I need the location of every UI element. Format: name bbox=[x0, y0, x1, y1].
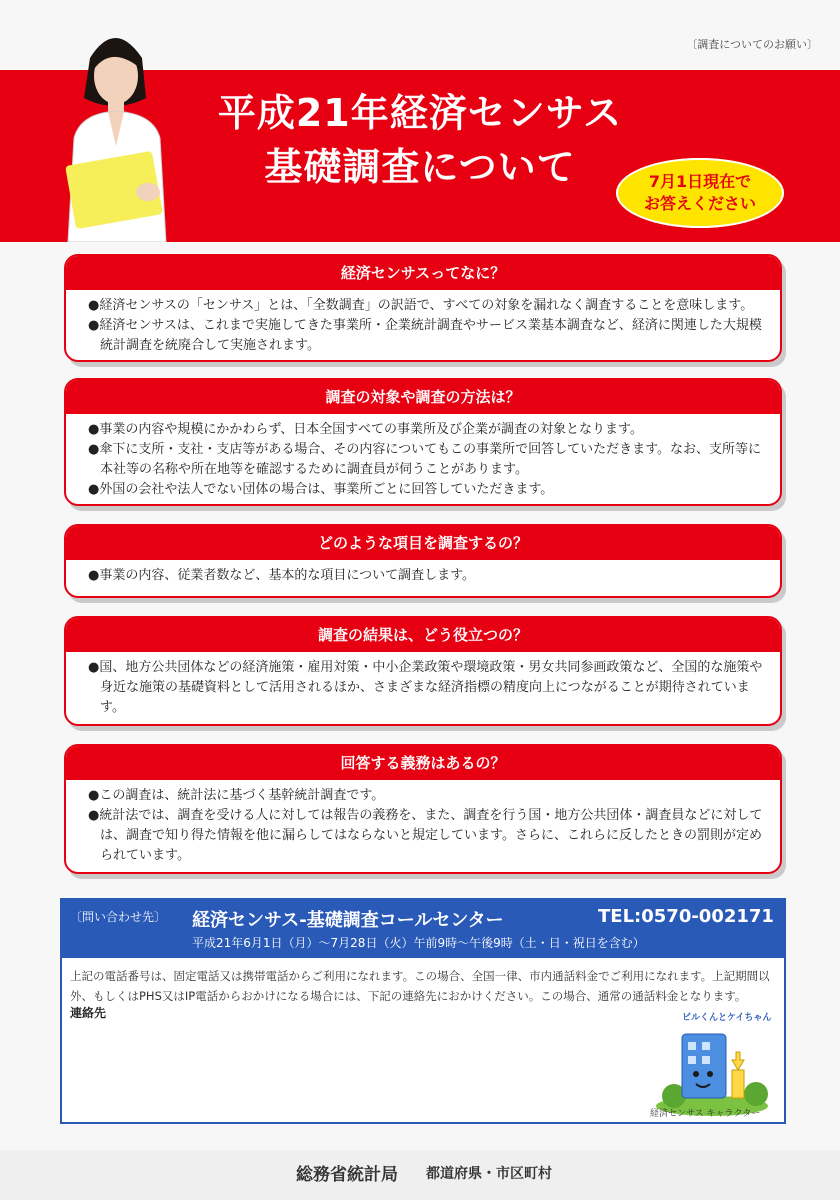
badge-line-1: 7月1日現在で bbox=[648, 172, 752, 191]
mascot-caption: 経済センサス キャラクター bbox=[650, 1109, 761, 1119]
service-hours: 平成21年6月1日（月）〜7月28日（火）午前9時〜午後9時（土・日・祝日を含む） bbox=[192, 936, 645, 950]
section-heading: 調査の対象や調査の方法は？ bbox=[66, 380, 780, 414]
section-heading: 回答する義務はあるの？ bbox=[66, 746, 780, 780]
phone-number[interactable]: TEL:0570-002171 bbox=[598, 906, 774, 927]
contact-destination-label: 連絡先 bbox=[70, 1006, 107, 1020]
contact-note: 上記の電話番号は、固定電話又は携帯電話からご利用になれます。この場合、全国一律、市内通話料金でご利用になれます。上記期間以外、もしくはPHS又はIP電話からおかけになる場合には、下記の連絡先におかけください。この場合、通常の通話料金となります。 bbox=[70, 969, 770, 1003]
section-item: ●傘下に支所・支社・支店等がある場合、その内容についてもこの事業所で回答していただきます。なお、支所等に本社等の名称や所在地等を確認するために調査員が伺うことがあります。 bbox=[88, 442, 762, 477]
contact-box bbox=[60, 898, 786, 1124]
footer-local-governments: 都道府県・市区町村 bbox=[426, 1166, 552, 1182]
contact-header bbox=[62, 900, 784, 958]
contact-label: 〔問い合わせ先〕 bbox=[70, 910, 167, 924]
section-item: ●事業の内容、従業者数など、基本的な項目について調査します。 bbox=[88, 568, 476, 583]
footer-organization: 総務省統計局 bbox=[296, 1165, 398, 1185]
footer-bar bbox=[0, 1150, 840, 1200]
date-badge bbox=[616, 158, 784, 228]
section-target-and-method bbox=[64, 378, 782, 506]
section-what-is-census bbox=[64, 254, 782, 362]
title-line-2: 基礎調査について bbox=[264, 145, 576, 189]
section-heading: どのような項目を調査するの？ bbox=[66, 526, 780, 560]
section-item: ●事業の内容や規模にかかわらず、日本全国すべての事業所及び企業が調査の対象となります。 bbox=[88, 422, 644, 437]
section-item: ●外国の会社や法人でない団体の場合は、事業所ごとに回答していただきます。 bbox=[88, 482, 554, 497]
section-item: ●経済センサスは、これまで実施してきた事業所・企業統計調査やサービス業基本調査など、経済に関連した大規模統計調査を統廃合して実施されます。 bbox=[88, 318, 762, 353]
section-heading: 調査の結果は、どう役立つの？ bbox=[66, 618, 780, 652]
mascot-title: ビルくんとケイちゃん bbox=[682, 1013, 772, 1023]
page-title bbox=[160, 86, 680, 194]
call-center-name: 経済センサス‐基礎調査コールセンター bbox=[192, 910, 504, 931]
top-note: 〔調査についてのお願い〕 bbox=[686, 38, 818, 51]
section-heading: 経済センサスってなに？ bbox=[66, 256, 780, 290]
section-item: ●統計法では、調査を受ける人に対しては報告の義務を、また、調査を行う国・地方公共団体・調査員などに対しては、調査で知り得た情報を他に漏らしてはならないと規定しています。さらに、これらに反したときの罰則が定められています。 bbox=[88, 808, 763, 863]
section-obligation bbox=[64, 744, 782, 874]
section-results-usage bbox=[64, 616, 782, 726]
section-item: ●国、地方公共団体などの経済施策・雇用対策・中小企業政策や環境政策・男女共同参画政策など、全国的な施策や身近な施策の基礎資料として活用されるほか、さまざまな経済指標の精度向上につながることが期待されています。 bbox=[88, 660, 763, 715]
mascot-illustration bbox=[652, 1012, 772, 1118]
section-survey-items bbox=[64, 524, 782, 598]
badge-line-2: お答えください bbox=[643, 194, 756, 213]
section-item: ●この調査は、統計法に基づく基幹統計調査です。 bbox=[88, 788, 385, 803]
section-item: ●経済センサスの「センサス」とは、「全数調査」の訳語で、すべての対象を漏れなく調査することを意味します。 bbox=[88, 298, 754, 313]
title-line-1: 平成21年経済センサス bbox=[217, 91, 623, 135]
